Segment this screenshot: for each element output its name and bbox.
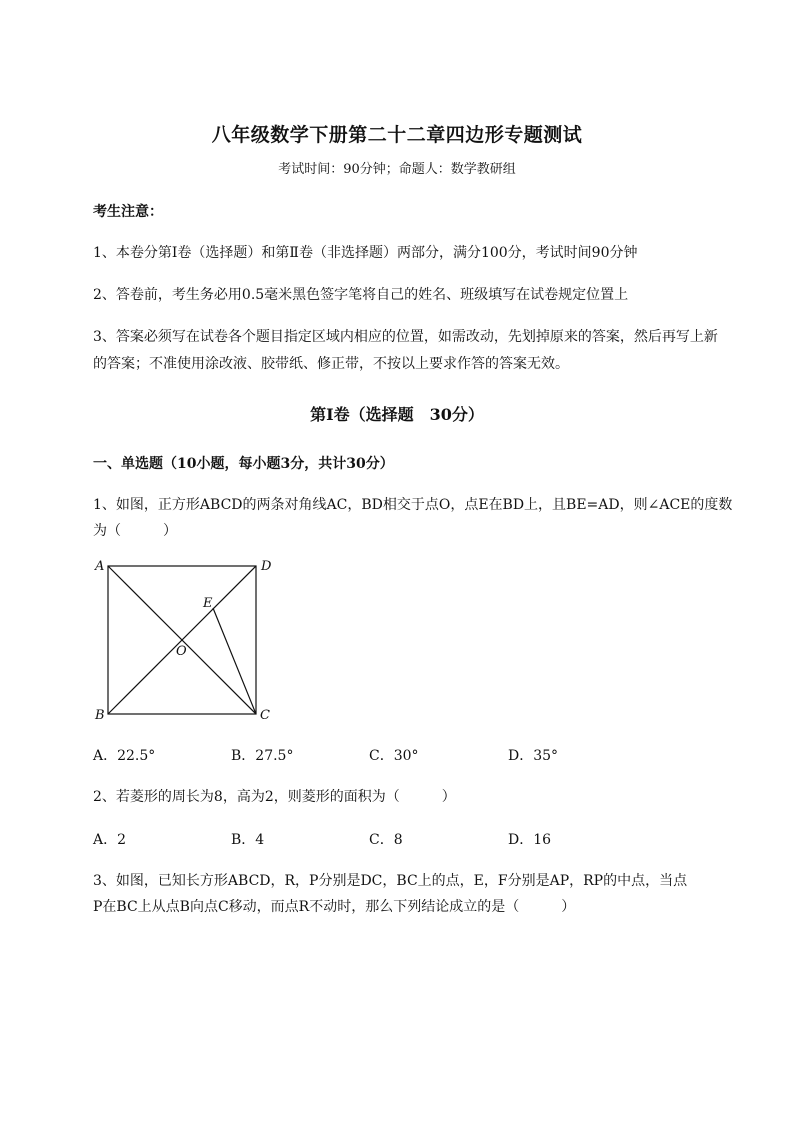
question-1-text: 为（ ） (93, 523, 177, 539)
square-diagram (92, 556, 282, 728)
label-d: D (261, 559, 272, 574)
label-a: A (95, 559, 105, 574)
notice-heading: 考生注意： (93, 204, 163, 220)
segment-ce (213, 608, 256, 714)
notice-item: 1、本卷分第I卷（选择题）和第Ⅱ卷（非选择题）两部分，满分100分，考试时间90分钟 (93, 245, 638, 261)
q2-option-b: B．4 (231, 832, 265, 848)
q2-option-c: C．8 (369, 832, 403, 848)
page-title: 八年级数学下册第二十二章四边形专题测试 (211, 124, 583, 146)
label-c: C (260, 708, 270, 723)
notice-item: 的答案；不准使用涂改液、胶带纸、修正带，不按以上要求作答的答案无效。 (93, 356, 569, 372)
exam-info: 考试时间：90分钟；命题人：数学教研组 (278, 162, 516, 177)
question-3-text: P在BC上从点B向点C移动，而点R不动时，那么下列结论成立的是（ ） (93, 899, 576, 915)
q1-option-c: C．30° (369, 748, 419, 764)
question-2-text: 2、若菱形的周长为8，高为2，则菱形的面积为（ ） (93, 789, 456, 805)
notice-item: 3、答案必须写在试卷各个题目指定区域内相应的位置，如需改动，先划掉原来的答案，然后再写上新 (93, 329, 718, 345)
q1-option-d: D．35° (508, 748, 559, 764)
label-o: O (176, 644, 187, 659)
q1-option-a: A．22.5° (93, 748, 156, 764)
q1-option-b: B．27.5° (231, 748, 294, 764)
question-3-text: 3、如图，已知长方形ABCD，R，P分别是DC，BC上的点，E，F分别是AP，RP的中点，当点 (93, 873, 688, 889)
question-1-text: 1、如图，正方形ABCD的两条对角线AC，BD相交于点O，点E在BD上，且BE=AD，则∠ACE的度数 (93, 497, 733, 513)
section-title: 第I卷（选择题 30分） (310, 405, 484, 424)
q2-option-d: D．16 (508, 832, 552, 848)
part-title: 一、单选题（10小题，每小题3分，共计30分） (93, 456, 394, 472)
label-e: E (203, 596, 213, 611)
label-b: B (95, 708, 105, 723)
notice-item: 2、答卷前，考生务必用0.5毫米黑色签字笔将自己的姓名、班级填写在试卷规定位置上 (93, 287, 629, 303)
q2-option-a: A．2 (93, 832, 127, 848)
